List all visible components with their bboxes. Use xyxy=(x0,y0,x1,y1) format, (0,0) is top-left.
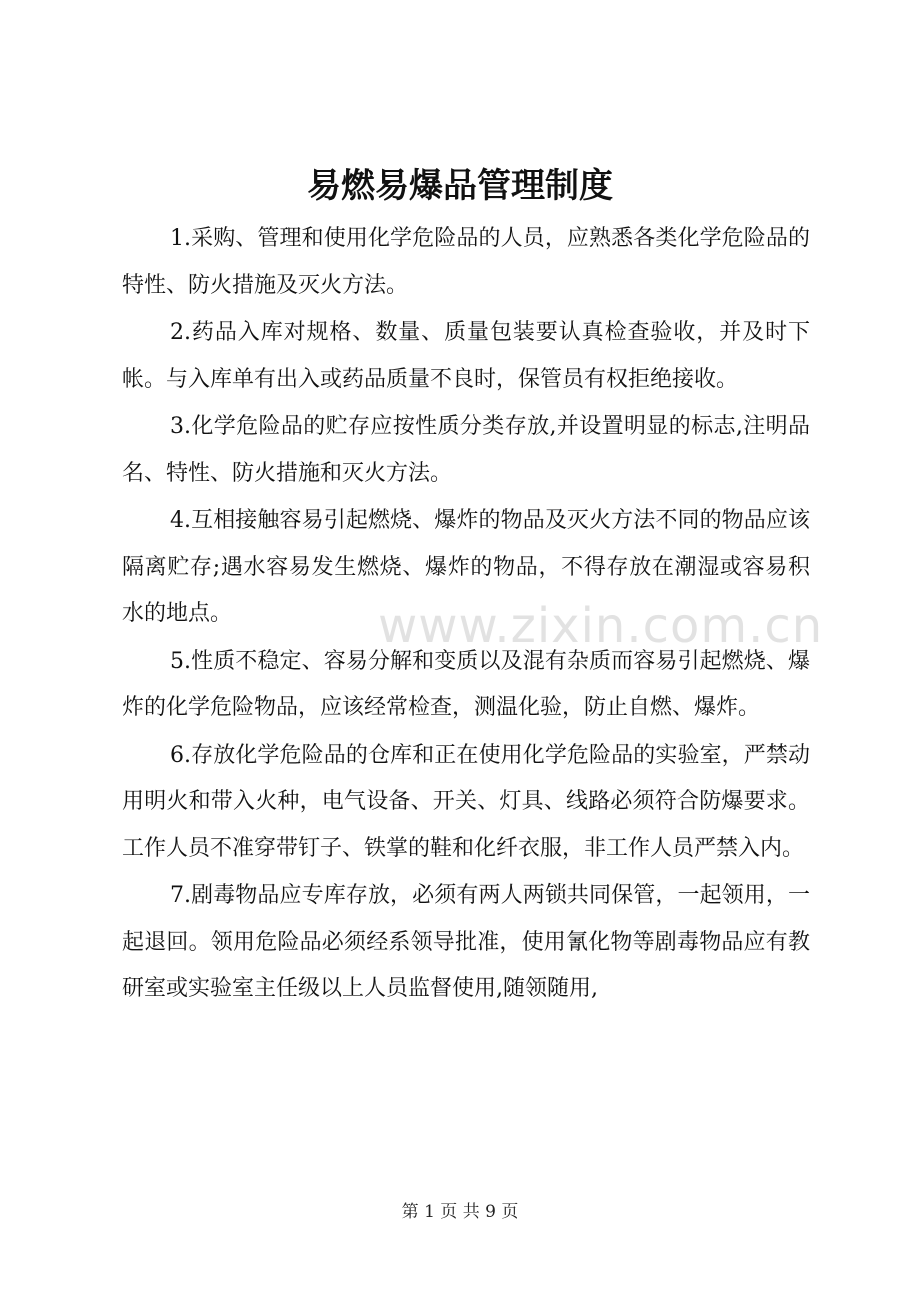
document-title: 易燃易爆品管理制度 xyxy=(307,166,613,206)
page-footer: 第 1 页 共 9 页 xyxy=(401,1202,519,1222)
paragraph-1: 1.采购、管理和使用化学危险品的人员，应熟悉各类化学危险品的特性、防火措施及灭火方法。 xyxy=(122,226,810,298)
document-body xyxy=(122,216,810,1014)
paragraph-7: 7.剧毒物品应专库存放，必须有两人两锁共同保管，一起领用，一起退回。领用危险品必须经系领导批准，使用氰化物等剧毒物品应有教研室或实验室主任级以上人员监督使用,随领随用, xyxy=(122,883,810,1001)
paragraph-5: 5.性质不稳定、容易分解和变质以及混有杂质而容易引起燃烧、爆炸的化学危险物品，应该经常检查，测温化验，防止自燃、爆炸。 xyxy=(122,648,810,720)
paragraph-6: 6.存放化学危险品的仓库和正在使用化学危险品的实验室，严禁动用明火和带入火种，电气设备、开关、灯具、线路必须符合防爆要求。工作人员不准穿带钉子、铁掌的鞋和化纤衣服，非工作人员严禁入内。 xyxy=(122,742,810,861)
paragraph-3: 3.化学危险品的贮存应按性质分类存放,并设置明显的标志,注明品名、特性、防火措施和灭火方法。 xyxy=(122,414,810,486)
paragraph-4: 4.互相接触容易引起燃烧、爆炸的物品及灭火方法不同的物品应该隔离贮存;遇水容易发生燃烧、爆炸的物品，不得存放在潮湿或容易积水的地点。 xyxy=(122,508,810,626)
watermark: www.zixin.com.cn xyxy=(378,598,824,654)
paragraph-2: 2.药品入库对规格、数量、质量包装要认真检查验收，并及时下帐。与入库单有出入或药品质量不良时，保管员有权拒绝接收。 xyxy=(122,320,810,392)
